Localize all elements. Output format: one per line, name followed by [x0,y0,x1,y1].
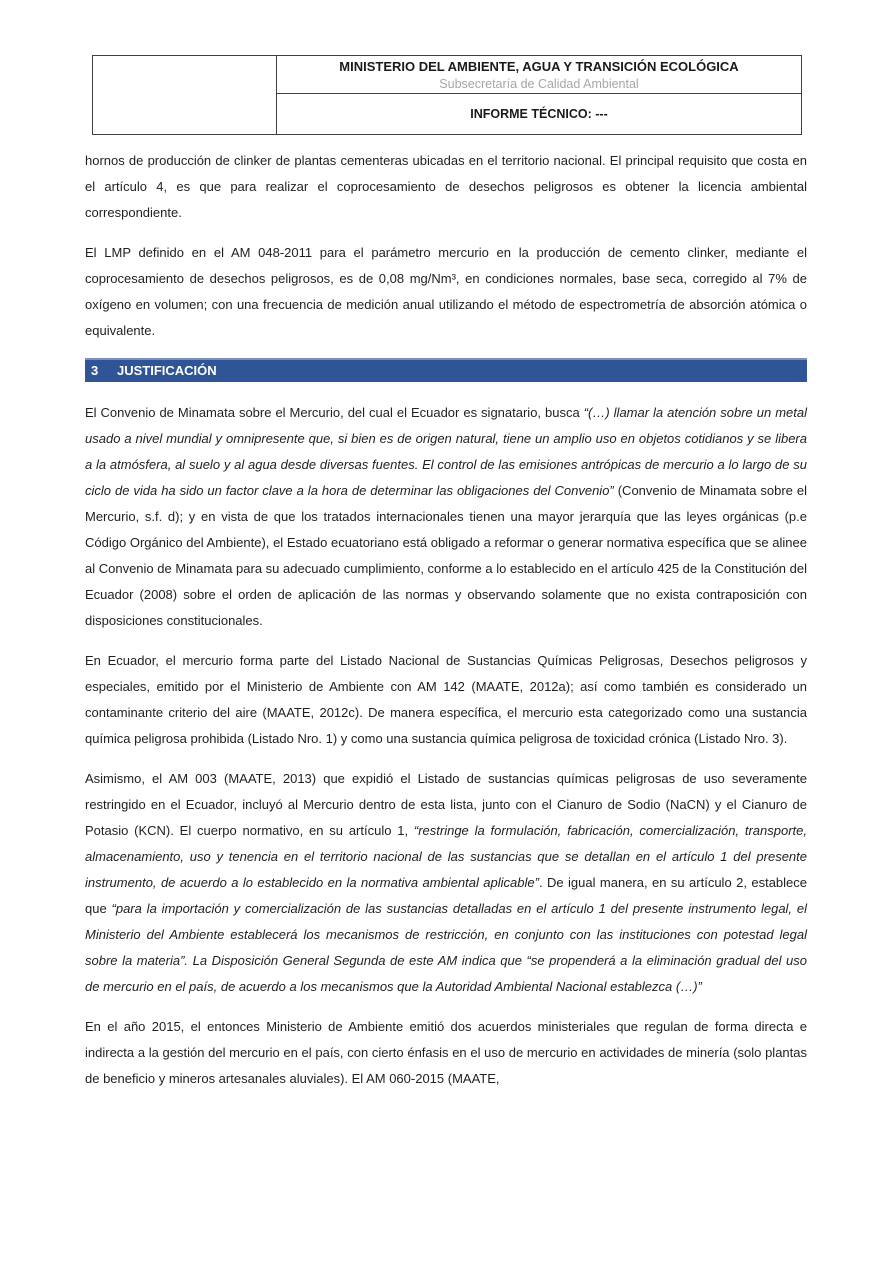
header-title-cell [277,56,802,94]
paragraph [85,766,807,1000]
paragraph-run: El Convenio de Minamata sobre el Mercurio, del cual el Ecuador es signatario, busca [85,405,584,420]
header-table [92,55,802,135]
ministry-title: MINISTERIO DEL AMBIENTE, AGUA Y TRANSICIÓN ECOLÓGICA [339,58,739,74]
paragraph-run: El LMP definido en el AM 048-2011 para el parámetro mercurio en la producción de cemento clinker, mediante el coprocesamiento de desechos peligrosos, es de 0,08 mg/Nm³, en condiciones normales, base seca, corregido al 7% de oxígeno en volumen; con una frecuencia de medición anual utilizando el método de espectrometría de absorción atómica o equivalente. [85,245,807,338]
paragraph-run: hornos de producción de clinker de plantas cementeras ubicadas en el territorio nacional. El principal requisito que costa en el artículo 4, es que para realizar el coprocesamiento de desechos peligrosos es obtener la licencia ambiental correspondiente. [85,153,807,220]
paragraph-run-italic: “para la importación y comercialización de las sustancias detalladas en el artículo 1 del presente instrumento legal, el Ministerio del Ambiente establecerá los mecanismos de restricción, en conjunto con las instituciones con potestad legal sobre la materia”. La Disposición General Segunda de este AM indica que “se propenderá a la eliminación gradual del uso de mercurio en el país, de acuerdo a los mecanismos que la Autoridad Ambiental Nacional establezca (…)” [85,901,807,994]
paragraph [85,400,807,634]
paragraph-run: En Ecuador, el mercurio forma parte del Listado Nacional de Sustancias Químicas Peligrosas, Desechos peligrosos y especiales, emitido por el Ministerio de Ambiente con AM 142 (MAATE, 2012a); así como también es considerado un contaminante criterio del aire (MAATE, 2012c). De manera específica, el mercurio esta categorizado como una sustancia química peligrosa prohibida (Listado Nro. 1) y como una sustancia química peligrosa de toxicidad crónica (Listado Nro. 3). [85,653,807,746]
paragraph-run: . De igual manera, en su artículo 2, establece que [85,875,808,916]
paragraph [85,1014,807,1092]
document-body [85,148,807,1092]
paragraph-run: En el año 2015, el entonces Ministerio de Ambiente emitió dos acuerdos ministeriales que regulan de forma directa e indirecta a la gestión del mercurio en el país, con cierto énfasis en el uso de mercurio en actividades de minería (solo plantas de beneficio y mineros artesanales aluviales). El AM 060-2015 (MAATE, [85,1019,807,1086]
paragraph-run: (Convenio de Minamata sobre el Mercurio, s.f. d); y en vista de que los tratados internacionales tienen una mayor jerarquía que las leyes orgánicas (p.e Código Orgánico del Ambiente), el Estado ecuatoriano está obligado a reformar o generar normativa específica que se alinee al Convenio de Minamata para su adecuado cumplimiento, conforme a lo establecido en el artículo 425 de la Constitución del Ecuador (2008) sobre el orden de aplicación de las normas y observando solamente que no exista contraposición con disposiciones constitucionales. [85,483,807,628]
paragraph-run: Asimismo, el AM 003 (MAATE, 2013) que expidió el Listado de sustancias químicas peligrosas de uso severamente restringido en el Ecuador, incluyó al Mercurio dentro de esta lista, junto con el Cianuro de Sodio (NaCN) y el Cianuro de Potasio (KCN). El cuerpo normativo, en su artículo 1, [85,771,807,838]
paragraph-run-italic: “(…) llamar la atención sobre un metal usado a nivel mundial y omnipresente que, si bien es de origen natural, tiene un amplio uso en objetos cotidianos y se libera a la atmósfera, al suelo y al agua desde diversas fuentes. El control de las emisiones antrópicas de mercurio a lo largo de su ciclo de vida ha sido un factor clave a la hora de determinar las obligaciones del Convenio” [85,405,807,498]
logo-cell [93,56,277,135]
report-title: INFORME TÉCNICO: --- [470,107,608,121]
section-number: 3 [91,363,99,378]
paragraph-run-italic: “restringe la formulación, fabricación, comercialización, transporte, almacenamiento, uso y tenencia en el territorio nacional de las sustancias que se detallan en el artículo 1 del presente instrumento, de acuerdo a lo establecido en la normativa ambiental aplicable” [85,823,807,890]
report-title-cell [277,94,802,135]
paragraph [85,148,807,226]
section-title: JUSTIFICACIÓN [117,363,217,378]
paragraph [85,240,807,344]
section-heading [85,358,807,382]
paragraph [85,648,807,752]
ministry-subtitle: Subsecretaría de Calidad Ambiental [439,76,639,91]
